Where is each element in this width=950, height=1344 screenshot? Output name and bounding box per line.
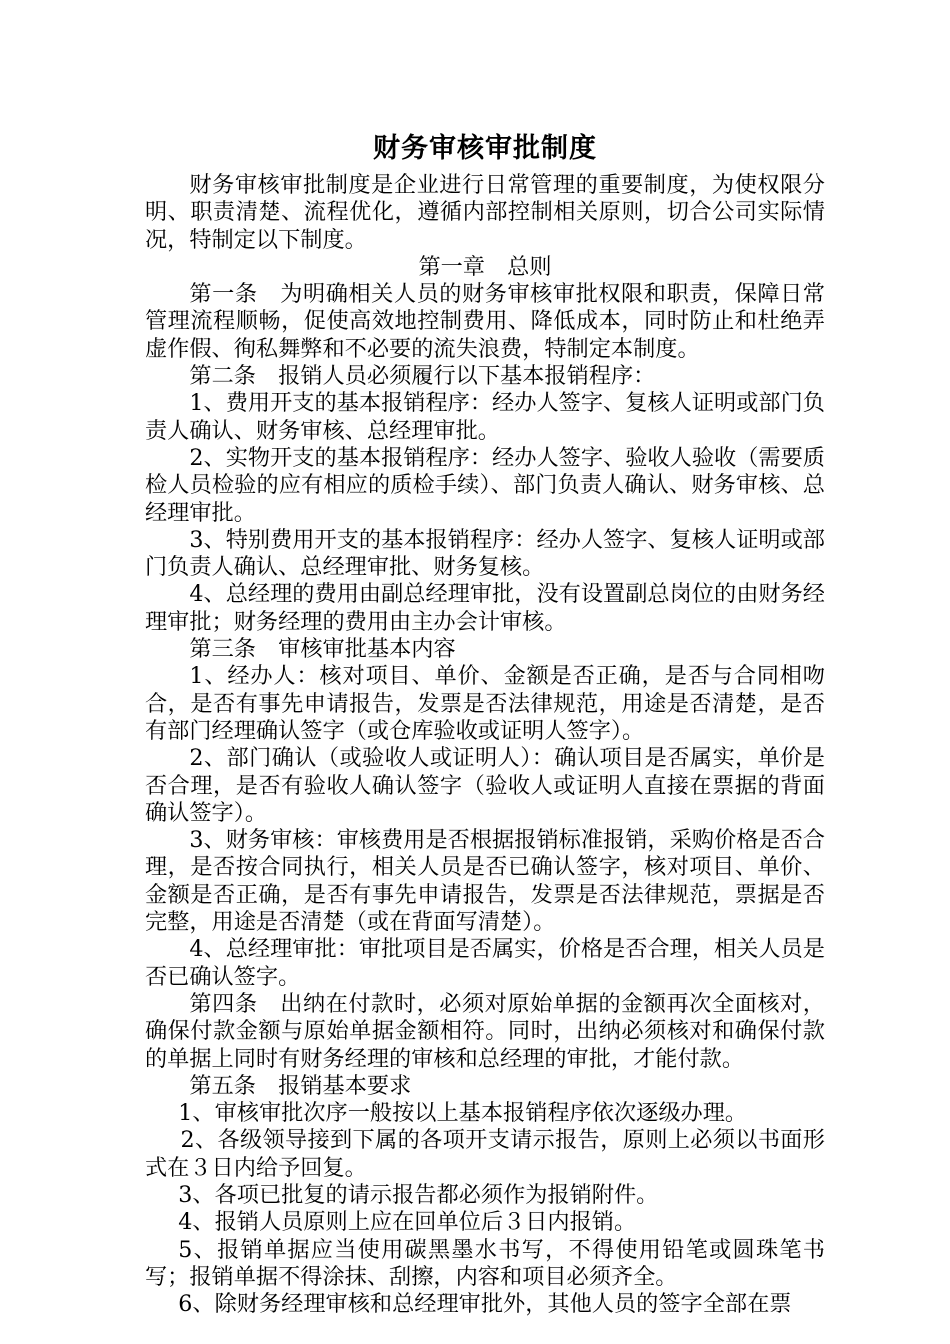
article-3-item-3: 3、财务审核：审核费用是否根据报销标准报销，采购价格是否合理，是否按合同执行，相关人员是否已确认签字，核对项目、单价、金额是否正确，是否有事先申请报告，发票是否法律规范，票据是否完整，用途是否清楚（或在背面写清楚）。 [145, 827, 825, 936]
document-page [145, 128, 825, 1318]
article-5-item-5: 5、报销单据应当使用碳黑墨水书写，不得使用铅笔或圆珠笔书写；报销单据不得涂抹、刮擦，内容和项目必须齐全。 [145, 1236, 825, 1290]
article-5-item-3: 3、各项已批复的请示报告都必须作为报销附件。 [178, 1181, 659, 1208]
article-2-item-1: 1、费用开支的基本报销程序：经办人签字、复核人证明或部门负责人确认、财务审核、总经理审批。 [145, 390, 825, 444]
article-2-item-2: 2、实物开支的基本报销程序：经办人签字、验收人验收（需要质检人员检验的应有相应的质检手续）、部门负责人确认、财务审核、总经理审批。 [145, 444, 825, 526]
article-4: 第四条 出纳在付款时，必须对原始单据的金额再次全面核对，确保付款金额与原始单据金额相符。同时，出纳必须核对和确保付款的单据上同时有财务经理的审核和总经理的审批，才能付款。 [145, 990, 825, 1072]
article-5: 第五条 报销基本要求 [189, 1072, 412, 1099]
document-title: 财务审核审批制度 [373, 133, 597, 164]
article-5-item-1: 1、审核审批次序一般按以上基本报销程序依次逐级办理。 [178, 1100, 748, 1127]
article-5-item-2: 2、各级领导接到下属的各项开支请示报告，原则上必须以书面形式在３日内给予回复。 [145, 1127, 825, 1181]
chapter-heading: 第一章 总则 [418, 253, 552, 280]
article-5-item-4: 4、报销人员原则上应在回单位后３日内报销。 [178, 1209, 637, 1236]
article-3-item-4: 4、总经理审批：审批项目是否属实，价格是否合理，相关人员是否已确认签字。 [145, 936, 825, 990]
article-5-item-6: 6、除财务经理审核和总经理审批外，其他人员的签字全部在票 [178, 1291, 792, 1318]
article-3: 第三条 审核审批基本内容 [189, 636, 456, 663]
intro-paragraph: 财务审核审批制度是企业进行日常管理的重要制度，为使权限分明、职责清楚、流程优化，遵循内部控制相关原则，切合公司实际情况，特制定以下制度。 [145, 172, 825, 253]
article-3-item-1: 1、经办人：核对项目、单价、金额是否正确，是否与合同相吻合，是否有事先申请报告，发票是否法律规范，用途是否清楚，是否有部门经理确认签字（或仓库验收或证明人签字）。 [145, 663, 825, 744]
article-2-item-3: 3、特别费用开支的基本报销程序：经办人签字、复核人证明或部门负责人确认、总经理审批、财务复核。 [145, 526, 825, 581]
article-2: 第二条 报销人员必须履行以下基本报销程序： [189, 363, 656, 390]
article-3-item-2: 2、部门确认（或验收人或证明人）：确认项目是否属实，单价是否合理，是否有验收人确认签字（验收人或证明人直接在票据的背面确认签字）。 [145, 745, 825, 826]
article-1: 第一条 为明确相关人员的财务审核审批权限和职责，保障日常管理流程顺畅，促使高效地控制费用、降低成本，同时防止和杜绝弄虚作假、徇私舞弊和不必要的流失浪费，特制定本制度。 [145, 281, 825, 362]
article-2-item-4: 4、总经理的费用由副总经理审批，没有设置副总岗位的由财务经理审批；财务经理的费用由主办会计审核。 [145, 581, 825, 635]
